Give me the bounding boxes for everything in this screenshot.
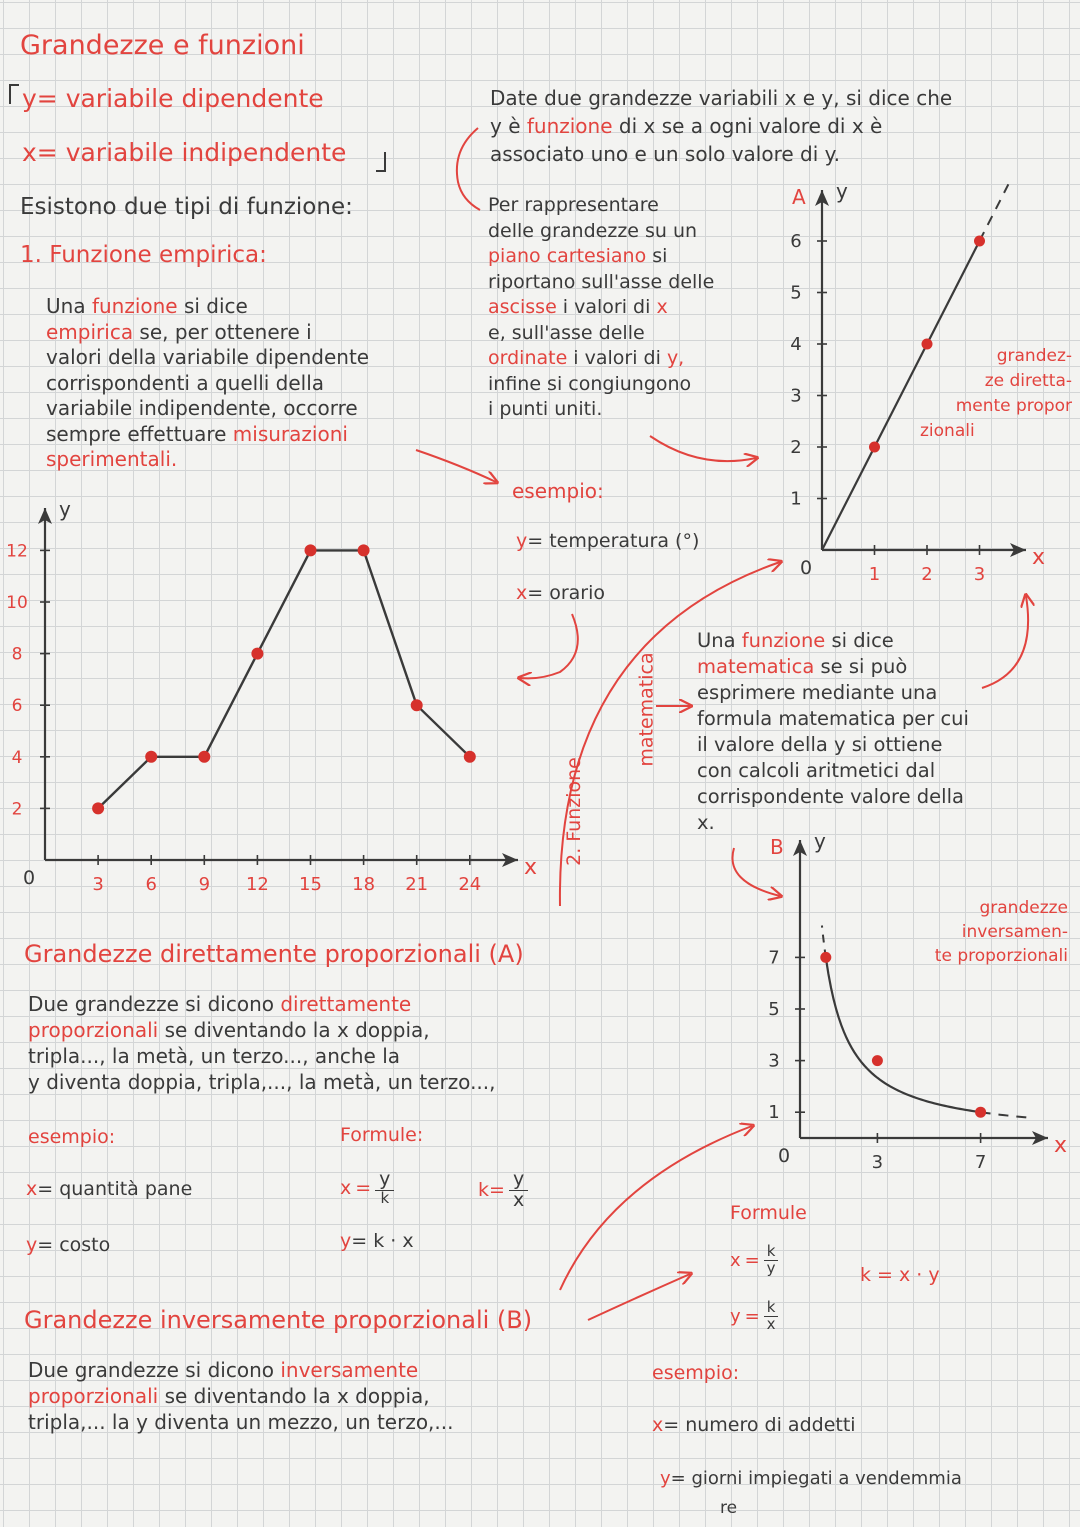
text-segment: tripla,... la y diventa un mezzo, un terzo,... bbox=[28, 1410, 454, 1434]
y-tick-label: 3 bbox=[768, 1050, 780, 1072]
math-function-side-label-1: 2. Funzione bbox=[562, 757, 585, 866]
y-axis-label: y bbox=[59, 497, 71, 521]
inverse-side-note-line: grandezze bbox=[979, 898, 1068, 918]
inverse-side-note-line: te proporzionali bbox=[934, 946, 1068, 966]
direct-example-x-text: = quantità pane bbox=[37, 1178, 193, 1200]
fraction-denominator: x bbox=[512, 1188, 525, 1211]
x-tick-label: 3 bbox=[973, 564, 986, 585]
data-curve-extension bbox=[981, 1112, 1027, 1117]
text-segment: Una bbox=[46, 294, 92, 318]
data-point bbox=[464, 751, 476, 763]
inverse-formula-k: k = x · y bbox=[860, 1264, 940, 1286]
y-tick-label: 3 bbox=[790, 385, 802, 407]
math-function-side-label-2: matematica bbox=[635, 652, 658, 767]
empirical-chart bbox=[0, 490, 540, 930]
data-line bbox=[822, 241, 980, 550]
text-segment: se diventando la x doppia, bbox=[158, 1384, 430, 1408]
formula-equals: = bbox=[744, 1305, 760, 1327]
arrow-to-example bbox=[416, 450, 496, 482]
y-tick-label: 12 bbox=[6, 541, 28, 562]
highlighted-word: x bbox=[656, 296, 668, 318]
inverse-proportion-chart bbox=[760, 820, 1068, 1180]
text-line bbox=[488, 270, 715, 293]
text-segment: i valori di bbox=[556, 296, 657, 318]
text-line bbox=[697, 787, 964, 807]
text-line bbox=[28, 1046, 400, 1066]
data-point bbox=[869, 442, 880, 453]
direct-example-x-variable: x bbox=[26, 1178, 38, 1200]
text-line bbox=[46, 347, 369, 367]
text-segment: Una bbox=[697, 629, 742, 652]
data-point bbox=[820, 952, 831, 963]
text-segment: Per rappresentare bbox=[488, 194, 659, 216]
text-segment: valori della variabile dipendente bbox=[46, 345, 370, 369]
x-axis-label: x bbox=[524, 855, 538, 880]
inverse-example-x-text: = numero di addetti bbox=[663, 1414, 856, 1436]
x-tick-label: 7 bbox=[974, 1152, 987, 1173]
empirical-heading: 1. Funzione empirica: bbox=[20, 242, 267, 268]
inverse-example-label: esempio: bbox=[652, 1362, 740, 1384]
arrow-to-direct-chart-curve bbox=[982, 596, 1028, 688]
text-segment: formula matematica per cui bbox=[697, 707, 969, 730]
direct-side-note-line: ze diretta- bbox=[984, 371, 1072, 391]
highlighted-word: ascisse bbox=[488, 296, 557, 318]
text-segment: tripla..., la metà, un terzo..., anche la bbox=[28, 1044, 401, 1068]
text-segment: corrispondenti a quelli della bbox=[46, 370, 325, 395]
formula-lhs: k= bbox=[478, 1179, 505, 1202]
fraction-denominator: y bbox=[766, 1258, 776, 1277]
y-tick-label: 4 bbox=[11, 747, 23, 768]
origin-label: 0 bbox=[778, 1145, 791, 1167]
text-line bbox=[488, 219, 698, 242]
highlighted-word: y, bbox=[666, 347, 685, 369]
text-segment: riportano sull'asse delle bbox=[488, 270, 715, 293]
highlighted-word: ordinate bbox=[488, 347, 568, 369]
direct-example-x bbox=[26, 1180, 192, 1199]
example-1-x-variable: x bbox=[516, 582, 528, 604]
fraction bbox=[764, 1244, 779, 1277]
formula-rhs: = k · x bbox=[351, 1230, 414, 1252]
x-tick-label: 15 bbox=[299, 874, 322, 895]
text-line bbox=[28, 994, 411, 1014]
fraction-numerator: y bbox=[509, 1170, 528, 1191]
x-variable-definition: = variabile indipendente bbox=[36, 138, 347, 167]
y-tick-label: 6 bbox=[790, 231, 802, 252]
direct-example-y bbox=[26, 1236, 110, 1255]
direct-side-note-line: zionali bbox=[920, 421, 975, 441]
y-tick-label: 2 bbox=[11, 799, 23, 820]
x-tick-label: 18 bbox=[352, 874, 376, 895]
text-line bbox=[28, 1072, 496, 1092]
y-tick-label: 6 bbox=[11, 696, 23, 717]
text-segment: se diventando la x doppia, bbox=[158, 1018, 430, 1042]
text-line bbox=[28, 1020, 430, 1040]
text-segment: se, per ottenere i bbox=[133, 319, 312, 344]
x-tick-label: 3 bbox=[871, 1152, 884, 1173]
data-point bbox=[198, 751, 210, 763]
text-segment: associato uno e un solo valore di y. bbox=[490, 142, 840, 166]
data-point bbox=[975, 1107, 986, 1118]
highlighted-word: funzione bbox=[741, 629, 826, 652]
x-tick-label: 1 bbox=[868, 564, 881, 585]
x-axis-label: x bbox=[1032, 545, 1046, 570]
x-tick-label: 9 bbox=[198, 874, 211, 895]
series-name: A bbox=[792, 185, 806, 209]
text-line bbox=[697, 709, 969, 729]
text-segment: Date due grandezze variabili x e y, si dice che bbox=[490, 86, 953, 110]
arrow-inverse-heading-to-formula bbox=[588, 1274, 690, 1320]
text-segment: y diventa doppia, tripla,..., la metà, un terzo..., bbox=[28, 1070, 496, 1094]
origin-label: 0 bbox=[800, 557, 813, 579]
data-point bbox=[145, 751, 157, 763]
data-point bbox=[974, 236, 985, 247]
highlighted-word: inversamente bbox=[280, 1358, 419, 1382]
text-segment: il valore della y si ottiene bbox=[697, 733, 943, 756]
text-segment: si bbox=[646, 245, 668, 267]
text-line bbox=[488, 321, 645, 344]
definition-bracket-close bbox=[376, 152, 386, 172]
text-line bbox=[697, 761, 935, 781]
text-line bbox=[46, 398, 358, 418]
text-line bbox=[488, 400, 602, 419]
page-title: Grandezze e funzioni bbox=[20, 30, 305, 61]
arrow-to-direct-chart bbox=[650, 436, 756, 461]
text-line bbox=[697, 657, 907, 677]
text-line bbox=[697, 735, 943, 755]
direct-formula-k bbox=[478, 1170, 528, 1211]
x-definition bbox=[22, 140, 346, 165]
inverse-heading: Grandezze inversamente proporzionali (B) bbox=[24, 1306, 533, 1334]
formula-equals: = bbox=[744, 1249, 760, 1271]
text-line bbox=[490, 144, 840, 164]
text-line bbox=[28, 1386, 430, 1406]
formula-lhs: x bbox=[340, 1177, 352, 1200]
text-line bbox=[697, 631, 894, 651]
example-1-x-text: = orario bbox=[527, 582, 606, 604]
text-segment: si dice bbox=[825, 629, 894, 652]
x-tick-label: 12 bbox=[245, 874, 269, 895]
highlighted-word: misurazioni bbox=[232, 421, 348, 446]
intro-text: Esistono due tipi di funzione: bbox=[20, 194, 353, 220]
y-tick-label: 1 bbox=[768, 1102, 780, 1124]
fraction bbox=[375, 1170, 394, 1207]
highlighted-word: proporzionali bbox=[28, 1384, 159, 1408]
y-tick-label: 2 bbox=[790, 437, 802, 458]
y-tick-label: 5 bbox=[790, 282, 802, 304]
text-line bbox=[488, 372, 692, 395]
text-segment: delle grandezze su un bbox=[488, 219, 698, 242]
y-tick-label: 4 bbox=[790, 334, 802, 355]
text-line bbox=[46, 296, 248, 316]
inverse-formula-x bbox=[730, 1244, 778, 1277]
text-segment: i punti uniti. bbox=[488, 398, 603, 420]
y-variable-definition: = variabile dipendente bbox=[36, 84, 324, 113]
example-1-label: esempio: bbox=[512, 479, 604, 503]
direct-side-note-line: grandez- bbox=[996, 346, 1072, 366]
fraction bbox=[764, 1300, 779, 1333]
inverse-formula-y bbox=[730, 1300, 778, 1333]
text-line bbox=[697, 813, 715, 833]
highlighted-word: empirica bbox=[46, 319, 134, 344]
highlighted-word: direttamente bbox=[280, 992, 412, 1016]
text-line bbox=[488, 349, 684, 368]
bracket-curve bbox=[457, 128, 480, 210]
highlighted-word: funzione bbox=[91, 294, 178, 318]
formula-lhs: x bbox=[730, 1249, 741, 1271]
direct-proportion-chart bbox=[780, 170, 1046, 590]
inverse-example-x-variable: x bbox=[652, 1414, 664, 1436]
x-axis-label: x bbox=[1054, 1133, 1068, 1158]
direct-example-y-variable: y bbox=[26, 1234, 38, 1256]
text-line bbox=[488, 196, 659, 215]
highlighted-word: matematica bbox=[697, 655, 815, 678]
text-line bbox=[488, 298, 668, 317]
x-variable: x bbox=[22, 138, 37, 167]
series-name: B bbox=[770, 835, 784, 859]
example-1-y-variable: y bbox=[516, 530, 528, 552]
text-segment: con calcoli aritmetici dal bbox=[697, 759, 936, 782]
text-segment: corrispondente valore della bbox=[697, 785, 964, 808]
y-tick-label: 10 bbox=[6, 593, 28, 613]
x-tick-label: 6 bbox=[145, 874, 157, 895]
text-segment: i valori di bbox=[567, 347, 667, 369]
y-tick-label: 8 bbox=[11, 644, 23, 665]
definition-bracket-open bbox=[9, 84, 19, 104]
fraction-denominator: x bbox=[766, 1314, 776, 1333]
text-segment: infine si congiungono bbox=[488, 372, 692, 395]
fraction-numerator: k bbox=[764, 1300, 779, 1317]
direct-heading: Grandezze direttamente proporzionali (A) bbox=[24, 940, 524, 968]
y-tick-label: 1 bbox=[790, 488, 802, 510]
fraction bbox=[509, 1170, 528, 1211]
highlighted-word: proporzionali bbox=[28, 1018, 159, 1042]
data-point bbox=[872, 1055, 883, 1066]
text-line bbox=[46, 370, 325, 395]
direct-formula-x bbox=[340, 1170, 394, 1207]
y-tick-label: 5 bbox=[768, 999, 780, 1020]
origin-label: 0 bbox=[23, 867, 36, 889]
text-segment: Due grandezze si dicono bbox=[28, 992, 281, 1016]
text-segment: Due grandezze si dicono bbox=[28, 1358, 281, 1382]
text-segment: variabile indipendente, occorre bbox=[46, 396, 358, 420]
y-tick-label: 7 bbox=[768, 947, 780, 969]
inverse-example-x bbox=[652, 1416, 856, 1435]
x-tick-label: 3 bbox=[92, 874, 104, 895]
x-tick-label: 21 bbox=[405, 874, 429, 895]
formula-lhs: y bbox=[340, 1230, 352, 1252]
text-line bbox=[488, 247, 667, 266]
data-point bbox=[305, 544, 317, 556]
y-definition bbox=[22, 86, 324, 111]
fraction-denominator: k bbox=[380, 1188, 390, 1207]
text-segment: esprimere mediante una bbox=[697, 681, 938, 704]
text-line bbox=[28, 1360, 418, 1380]
direct-side-note-line: mente propor bbox=[955, 396, 1072, 416]
text-segment: di x se a ogni valore di x è bbox=[612, 114, 883, 138]
text-line bbox=[490, 88, 952, 108]
text-line bbox=[490, 116, 882, 136]
example-1-y bbox=[516, 532, 699, 551]
highlighted-word: funzione bbox=[526, 114, 613, 138]
direct-formula-y bbox=[340, 1232, 414, 1251]
direct-formulas-label: Formule: bbox=[340, 1124, 424, 1146]
fraction-numerator: k bbox=[764, 1244, 779, 1261]
y-axis-label: y bbox=[836, 179, 848, 203]
y-variable: y bbox=[22, 84, 37, 113]
inverse-example-y-continuation: re bbox=[720, 1498, 738, 1518]
inverse-formulas-label: Formule bbox=[730, 1202, 807, 1224]
text-line bbox=[697, 683, 937, 703]
inverse-side-note-line: inversamen- bbox=[961, 922, 1068, 942]
highlighted-word: piano cartesiano bbox=[488, 245, 647, 267]
data-point bbox=[922, 339, 933, 350]
y-axis-label: y bbox=[814, 829, 826, 853]
data-point bbox=[92, 802, 104, 814]
fraction-numerator: y bbox=[375, 1170, 394, 1191]
text-line bbox=[46, 421, 348, 446]
example-1-y-text: = temperatura (°) bbox=[527, 530, 700, 552]
text-segment: si dice bbox=[177, 294, 248, 318]
data-line bbox=[98, 550, 470, 808]
text-segment: y è bbox=[490, 114, 527, 138]
data-curve bbox=[826, 957, 981, 1112]
highlighted-word: sperimentali. bbox=[46, 447, 178, 471]
data-point bbox=[251, 648, 263, 660]
x-tick-label: 24 bbox=[458, 874, 482, 895]
formula-lhs: y bbox=[730, 1305, 741, 1327]
direct-example-y-text: = costo bbox=[37, 1234, 111, 1256]
text-segment: e, sull'asse delle bbox=[488, 321, 645, 344]
inverse-example-y bbox=[660, 1470, 962, 1488]
direct-example-label: esempio: bbox=[28, 1126, 116, 1148]
inverse-example-y-variable: y bbox=[660, 1468, 671, 1489]
text-line bbox=[46, 319, 312, 344]
text-segment: sempre effettuare bbox=[46, 421, 233, 446]
inverse-example-y-text: = giorni impiegati a vendemmia bbox=[670, 1468, 962, 1489]
text-segment: x. bbox=[697, 811, 715, 834]
formula-equals: = bbox=[355, 1177, 372, 1200]
data-point bbox=[411, 699, 423, 711]
data-line-extension bbox=[980, 184, 1009, 241]
data-point bbox=[358, 544, 370, 556]
arrow-direct-heading-to-chart bbox=[560, 1126, 752, 1290]
text-line bbox=[28, 1412, 454, 1432]
text-segment: se si può bbox=[814, 655, 908, 678]
text-line bbox=[46, 449, 177, 469]
x-tick-label: 2 bbox=[921, 564, 933, 585]
